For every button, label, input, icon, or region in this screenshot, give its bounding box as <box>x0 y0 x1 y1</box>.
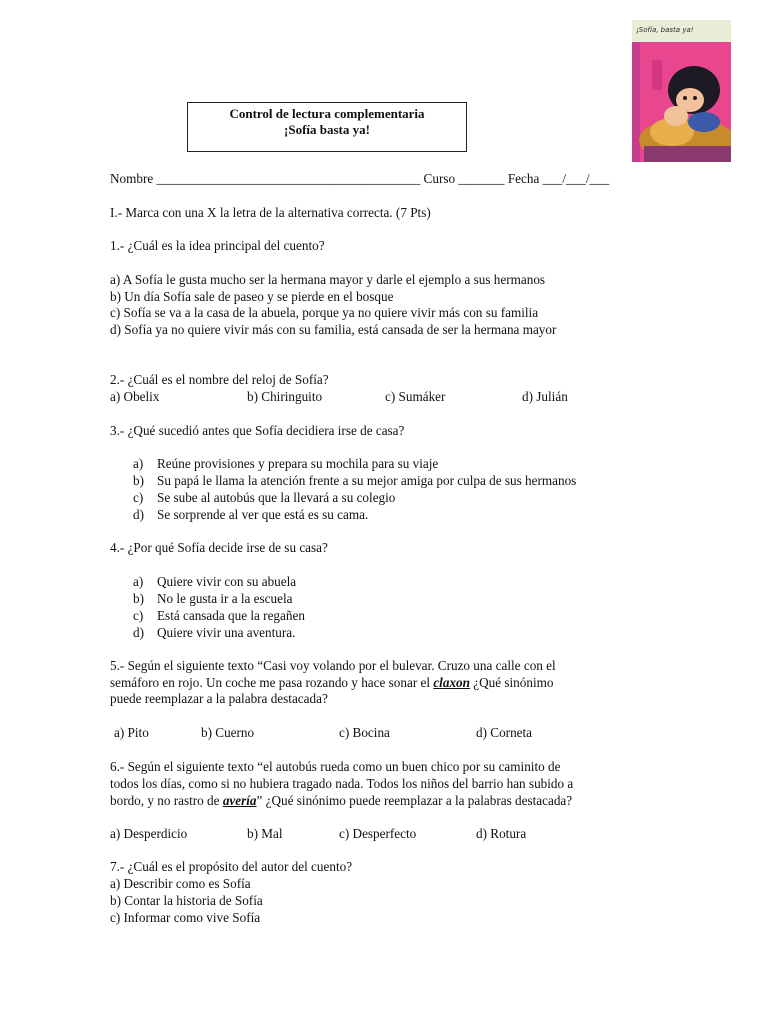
q4-letter-b: b) <box>133 591 144 606</box>
q4-option-d: Quiere vivir una aventura. <box>157 625 296 640</box>
q4-letter-a: a) <box>133 574 144 589</box>
q6-text-post: ” ¿Qué sinónimo puede reemplazar a la palabras destacada? <box>256 793 573 808</box>
q7-option-c: c) Informar como vive Sofía <box>110 910 261 925</box>
cover-illustration <box>632 20 731 162</box>
q4-letter-d: d) <box>133 625 144 640</box>
q3-letter-d: d) <box>133 507 144 522</box>
q7-option-a: a) Describir como es Sofía <box>110 876 251 891</box>
q5-text-pre: semáforo en rojo. Un coche me pasa rozando y hace sonar el <box>110 675 434 690</box>
q5-highlight-word: claxon <box>433 675 470 690</box>
q6-option-a: a) Desperdicio <box>110 826 188 841</box>
q5-text-line-3: puede reemplazar a la palabra destacada? <box>110 691 328 706</box>
q3-letter-c: c) <box>133 490 144 505</box>
q6-option-d: d) Rotura <box>476 826 527 841</box>
q3-option-d: Se sorprende al ver que está es su cama. <box>157 507 369 522</box>
cover-title: ¡Sofía, basta ya! <box>636 26 694 34</box>
q1-option-a: a) A Sofía le gusta mucho ser la hermana mayor y darle el ejemplo a sus hermanos <box>110 272 546 287</box>
q4-option-b: No le gusta ir a la escuela <box>157 591 293 606</box>
q5-option-b: b) Cuerno <box>201 725 255 740</box>
q1-option-c: c) Sofía se va a la casa de la abuela, porque ya no quiere vivir más con su familia <box>110 305 539 320</box>
section-instructions: I.- Marca con una X la letra de la alternativa correcta. (7 Pts) <box>110 205 431 220</box>
q2-option-b: b) Chiringuito <box>247 389 323 404</box>
q2-option-c: c) Sumáker <box>385 389 446 404</box>
q3-question: 3.- ¿Qué sucedió antes que Sofía decidiera irse de casa? <box>110 423 405 438</box>
q2-question: 2.- ¿Cuál es el nombre del reloj de Sofía? <box>110 372 329 387</box>
q3-option-b: Su papá le llama la atención frente a su mejor amiga por culpa de sus hermanos <box>157 473 577 488</box>
q1-question: 1.- ¿Cuál es la idea principal del cuento? <box>110 238 325 253</box>
book-cover-image <box>632 20 731 162</box>
q7-option-b: b) Contar la historia de Sofía <box>110 893 263 908</box>
q2-option-d: d) Julián <box>522 389 568 404</box>
q5-text-line-1: 5.- Según el siguiente texto “Casi voy volando por el bulevar. Cruzo una calle con el <box>110 658 556 673</box>
q5-option-d: d) Corneta <box>476 725 533 740</box>
q6-text-pre: bordo, y no rastro de <box>110 793 223 808</box>
q6-option-b: b) Mal <box>247 826 283 841</box>
q3-option-c: Se sube al autobús que la llevará a su colegio <box>157 490 396 505</box>
q1-option-b: b) Un día Sofía sale de paseo y se pierde en el bosque <box>110 289 394 304</box>
q4-question: 4.- ¿Por qué Sofía decide irse de su casa? <box>110 540 328 555</box>
q4-letter-c: c) <box>133 608 144 623</box>
q6-text-line-1: 6.- Según el siguiente texto “el autobús rueda como un buen chico por su caminito de <box>110 759 561 774</box>
q3-option-a: Reúne provisiones y prepara su mochila para su viaje <box>157 456 439 471</box>
title-line-1: Control de lectura complementaria <box>229 106 425 121</box>
q2-option-a: a) Obelix <box>110 389 160 404</box>
q3-letter-b: b) <box>133 473 144 488</box>
q5-text-post: ¿Qué sinónimo <box>469 675 554 690</box>
q5-option-a: a) Pito <box>114 725 149 740</box>
q6-text-line-2: todos los días, como si no hubiera tragado nada. Todos los niños del barrio han subido a <box>110 776 574 791</box>
title-box <box>187 102 467 152</box>
title-line-2: ¡Sofía basta ya! <box>284 122 370 137</box>
q7-question: 7.- ¿Cuál es el propósito del autor del cuento? <box>110 859 353 874</box>
q4-option-c: Está cansada que la regañen <box>157 608 305 623</box>
student-info-line: Nombre ________________________________________ Curso _______ Fecha ___/___/___ <box>110 171 610 186</box>
q6-option-c: c) Desperfecto <box>339 826 417 841</box>
q4-option-a: Quiere vivir con su abuela <box>157 574 297 589</box>
q1-option-d: d) Sofía ya no quiere vivir más con su familia, está cansada de ser la hermana mayor <box>110 322 557 337</box>
q6-highlight-word: avería <box>222 793 257 808</box>
q3-letter-a: a) <box>133 456 144 471</box>
q5-option-c: c) Bocina <box>339 725 390 740</box>
q6-text-line-3 <box>110 793 572 809</box>
q5-text-line-2 <box>110 675 553 691</box>
